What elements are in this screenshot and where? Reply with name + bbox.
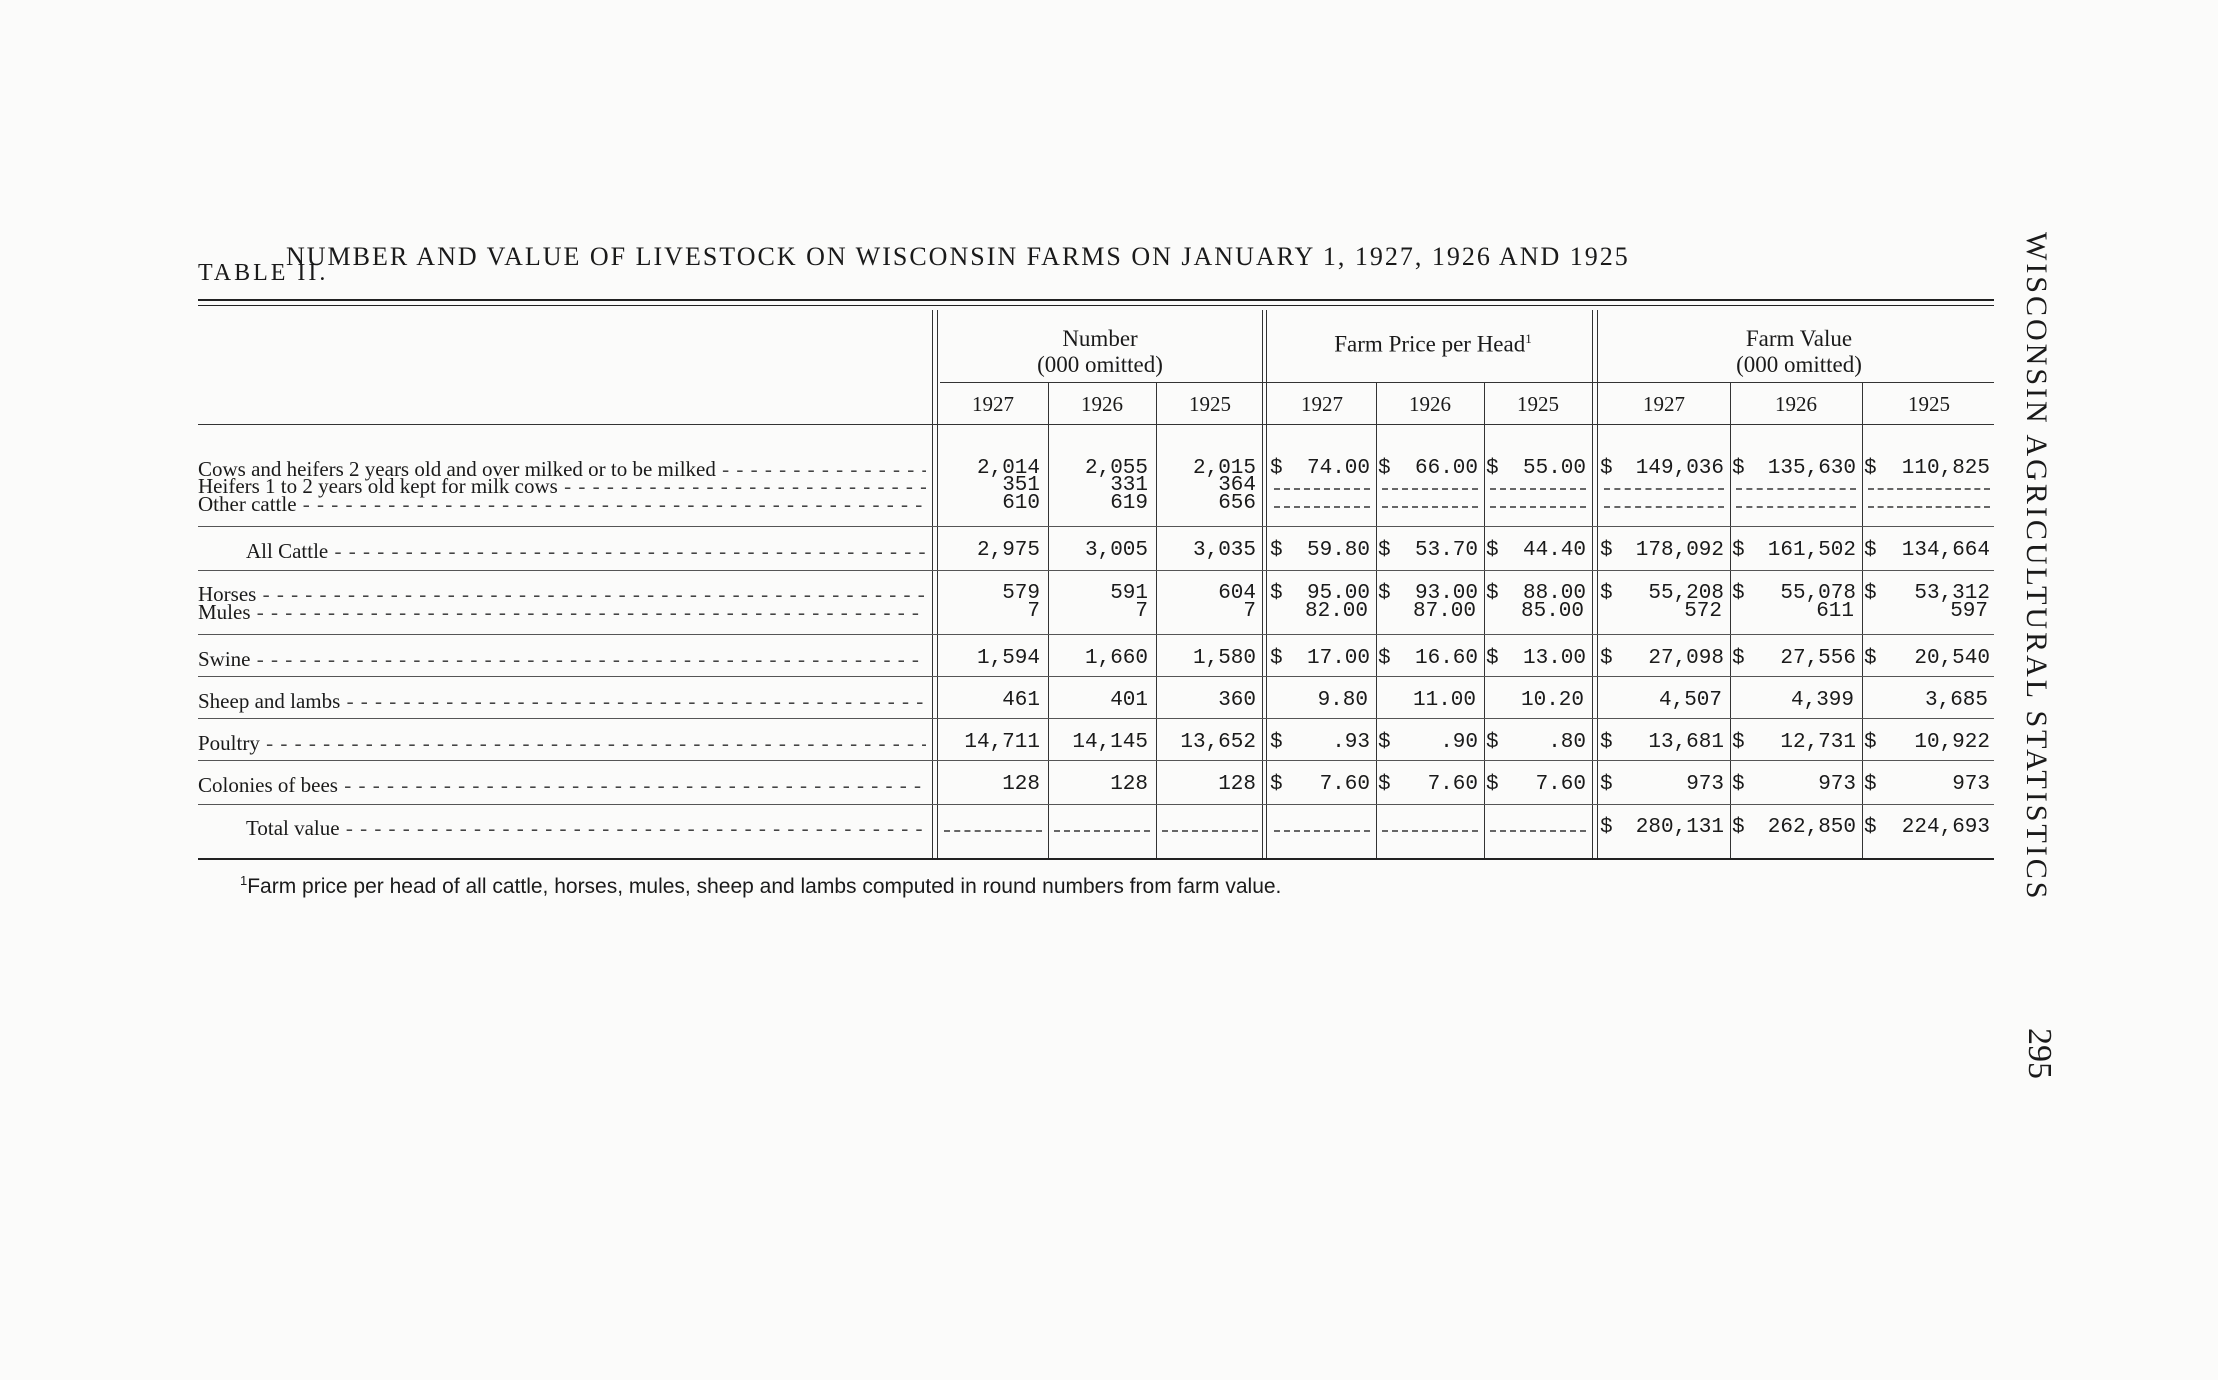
- currency-sign: $: [1486, 731, 1499, 754]
- cell-value: 178,092: [1635, 539, 1724, 562]
- cell-p-1925: [1486, 647, 1590, 671]
- column-divider-5: [1862, 382, 1863, 858]
- row-label: All Cattle - - -: [246, 539, 926, 563]
- cell-value: 44.40: [1522, 539, 1586, 562]
- currency-sign: $: [1864, 773, 1877, 796]
- currency-sign: $: [1270, 647, 1283, 670]
- row-label: Other cattle - - -: [198, 492, 926, 516]
- row-separator-5: [198, 760, 1994, 761]
- cell-p-1927: [1270, 773, 1374, 797]
- currency-sign: $: [1270, 773, 1283, 796]
- row-label: Cows and heifers 2 years old and over milked or to be milked - - -: [198, 457, 926, 481]
- header-underline: [940, 382, 1994, 383]
- currency-sign: $: [1732, 539, 1745, 562]
- cell-p-1926: 11.00: [1412, 689, 1476, 712]
- cell-p-1927: [1270, 539, 1374, 563]
- row-label: Total value - - -: [246, 816, 926, 840]
- currency-sign: $: [1270, 457, 1283, 480]
- cell-v-1925: 597: [1950, 600, 1988, 623]
- row-separator-4: [198, 718, 1994, 719]
- cell-v-1926: 4,399: [1790, 689, 1854, 712]
- cell-value: 973: [1952, 773, 1990, 796]
- year-header-6: 1927: [1643, 392, 1685, 416]
- cell-v-1925: [1864, 816, 1994, 840]
- currency-sign: $: [1270, 582, 1283, 605]
- row-label: Heifers 1 to 2 years old kept for milk cows - - -: [198, 474, 926, 498]
- row-label: Colonies of bees - - -: [198, 773, 926, 797]
- cell-n-1927: 14,711: [964, 731, 1040, 754]
- year-header-1: 1926: [1081, 392, 1123, 416]
- cell-value: 973: [1818, 773, 1856, 796]
- running-head: WISCONSIN AGRICULTURAL STATISTICS: [2020, 232, 2053, 902]
- cell-v-1926: [1732, 539, 1860, 563]
- cell-n-1925: 604: [1218, 582, 1256, 605]
- cell-n-1925: 2,015: [1192, 457, 1256, 480]
- year-header-8: 1925: [1908, 392, 1950, 416]
- cell-value: 149,036: [1635, 457, 1724, 480]
- currency-sign: $: [1486, 582, 1499, 605]
- cell-value: 12,731: [1780, 731, 1856, 754]
- currency-sign: $: [1732, 647, 1745, 670]
- cell-value: 88.00: [1522, 582, 1586, 605]
- cell-v-1927: [1600, 647, 1728, 671]
- cell-v-1927: 4,507: [1658, 689, 1722, 712]
- cell-value: 17.00: [1306, 647, 1370, 670]
- currency-sign: $: [1486, 647, 1499, 670]
- top-rule-2: [198, 305, 1994, 306]
- currency-sign: $: [1378, 773, 1391, 796]
- row-label: Swine - - -: [198, 647, 926, 671]
- cell-value: .80: [1548, 731, 1586, 754]
- cell-v-1927: [1600, 539, 1728, 563]
- cell-n-1926: 1,660: [1084, 647, 1148, 670]
- cell-n-1925: 13,652: [1180, 731, 1256, 754]
- page-number: 295: [2021, 1028, 2058, 1079]
- currency-sign: $: [1600, 457, 1613, 480]
- cell-v-1925: [1864, 539, 1994, 563]
- cell-n-1925: 360: [1218, 689, 1256, 712]
- cell-n-1926: 591: [1110, 582, 1148, 605]
- header-value: [1604, 326, 1994, 378]
- row-separator-6: [198, 804, 1994, 805]
- currency-sign: $: [1378, 539, 1391, 562]
- cell-v-1927: [1600, 816, 1728, 840]
- header-price-mark: 1: [1525, 331, 1532, 346]
- cell-value: 110,825: [1901, 457, 1990, 480]
- cell-p-1926: [1378, 539, 1482, 563]
- column-divider-0: [1048, 382, 1049, 858]
- header-number-title: Number: [1062, 326, 1138, 351]
- bottom-rule: [198, 858, 1994, 860]
- empty-cell-leader: [1490, 506, 1586, 508]
- cell-n-1927: 7: [1027, 600, 1040, 623]
- empty-cell-leader: [1868, 506, 1990, 508]
- cell-value: 27,098: [1648, 647, 1724, 670]
- cell-v-1927: [1600, 731, 1728, 755]
- years-underline: [198, 424, 1994, 425]
- cell-value: 20,540: [1914, 647, 1990, 670]
- cell-n-1927: 1,594: [976, 647, 1040, 670]
- cell-value: 13,681: [1648, 731, 1724, 754]
- cell-n-1925: 656: [1218, 492, 1256, 515]
- empty-cell-leader: [1490, 830, 1586, 832]
- header-value-sub: (000 omitted): [1736, 352, 1862, 377]
- currency-sign: $: [1732, 773, 1745, 796]
- empty-cell-leader: [1382, 830, 1478, 832]
- currency-sign: $: [1864, 731, 1877, 754]
- header-value-title: Farm Value: [1745, 326, 1853, 351]
- currency-sign: $: [1732, 731, 1745, 754]
- cell-value: 7.60: [1319, 773, 1370, 796]
- cell-n-1926: 3,005: [1084, 539, 1148, 562]
- cell-value: 55,208: [1648, 582, 1724, 605]
- row-label: Sheep and lambs - - -: [198, 689, 926, 713]
- cell-value: 27,556: [1780, 647, 1856, 670]
- cell-value: 66.00: [1414, 457, 1478, 480]
- cell-v-1925: [1864, 773, 1994, 797]
- currency-sign: $: [1864, 647, 1877, 670]
- cell-value: .93: [1332, 731, 1370, 754]
- cell-v-1926: [1732, 457, 1860, 481]
- cell-value: 93.00: [1414, 582, 1478, 605]
- cell-v-1926: [1732, 731, 1860, 755]
- column-divider-4: [1730, 382, 1731, 858]
- cell-p-1926: [1378, 647, 1482, 671]
- footnote-text: Farm price per head of all cattle, horses, mules, sheep and lambs computed in round numbers from farm value.: [247, 875, 1282, 898]
- cell-n-1925: 7: [1243, 600, 1256, 623]
- currency-sign: $: [1600, 582, 1613, 605]
- cell-value: 53,312: [1914, 582, 1990, 605]
- cell-p-1925: [1486, 539, 1590, 563]
- row-separator-0: [198, 526, 1994, 527]
- cell-value: 7.60: [1535, 773, 1586, 796]
- currency-sign: $: [1600, 816, 1613, 839]
- cell-v-1925: [1864, 647, 1994, 671]
- year-header-3: 1927: [1301, 392, 1343, 416]
- cell-value: 161,502: [1767, 539, 1856, 562]
- cell-v-1927: 572: [1684, 600, 1722, 623]
- cell-v-1925: [1864, 457, 1994, 481]
- row-label: Mules - - -: [198, 600, 926, 624]
- header-price-title: Farm Price per Head: [1334, 331, 1526, 357]
- group-divider-1-b: [1266, 310, 1267, 858]
- cell-p-1925: [1486, 457, 1590, 481]
- currency-sign: $: [1378, 731, 1391, 754]
- cell-n-1926: 2,055: [1084, 457, 1148, 480]
- currency-sign: $: [1600, 773, 1613, 796]
- footnote-mark: 1: [240, 873, 248, 888]
- row-label: Horses - - -: [198, 582, 926, 606]
- cell-value: .90: [1440, 731, 1478, 754]
- currency-sign: $: [1378, 582, 1391, 605]
- cell-n-1926: 128: [1110, 773, 1148, 796]
- group-divider-0-b: [937, 310, 938, 858]
- currency-sign: $: [1864, 582, 1877, 605]
- cell-p-1926: [1378, 731, 1482, 755]
- row-label: Poultry - - -: [198, 731, 926, 755]
- column-divider-2: [1376, 382, 1377, 858]
- cell-v-1926: [1732, 647, 1860, 671]
- cell-value: 973: [1686, 773, 1724, 796]
- group-divider-2: [1592, 310, 1593, 858]
- currency-sign: $: [1378, 457, 1391, 480]
- cell-value: 262,850: [1767, 816, 1856, 839]
- currency-sign: $: [1600, 539, 1613, 562]
- table-label: TABLE II.: [198, 260, 329, 286]
- cell-value: 95.00: [1306, 582, 1370, 605]
- cell-n-1925: 3,035: [1192, 539, 1256, 562]
- cell-n-1927: 351: [1002, 474, 1040, 497]
- cell-value: 135,630: [1767, 457, 1856, 480]
- year-header-2: 1925: [1189, 392, 1231, 416]
- currency-sign: $: [1486, 773, 1499, 796]
- empty-cell-leader: [1054, 830, 1150, 832]
- cell-n-1926: 331: [1110, 474, 1148, 497]
- cell-v-1925: [1864, 731, 1994, 755]
- cell-value: 16.60: [1414, 647, 1478, 670]
- cell-p-1926: 87.00: [1412, 600, 1476, 623]
- empty-cell-leader: [944, 830, 1042, 832]
- cell-p-1925: [1486, 773, 1590, 797]
- empty-cell-leader: [1868, 488, 1990, 490]
- currency-sign: $: [1486, 539, 1499, 562]
- empty-cell-leader: [1274, 830, 1370, 832]
- cell-p-1927: 82.00: [1304, 600, 1368, 623]
- cell-p-1926: [1378, 457, 1482, 481]
- cell-value: 74.00: [1306, 457, 1370, 480]
- empty-cell-leader: [1274, 488, 1370, 490]
- empty-cell-leader: [1490, 488, 1586, 490]
- empty-cell-leader: [1736, 488, 1856, 490]
- currency-sign: $: [1732, 582, 1745, 605]
- cell-p-1927: [1270, 647, 1374, 671]
- column-divider-1: [1156, 382, 1157, 858]
- column-divider-3: [1484, 382, 1485, 858]
- cell-v-1926: [1732, 773, 1860, 797]
- header-price: [1268, 326, 1598, 358]
- cell-value: 13.00: [1522, 647, 1586, 670]
- cell-value: 134,664: [1901, 539, 1990, 562]
- empty-cell-leader: [1274, 506, 1370, 508]
- cell-n-1925: 364: [1218, 474, 1256, 497]
- cell-n-1926: 619: [1110, 492, 1148, 515]
- header-number: [940, 326, 1260, 378]
- group-divider-0: [932, 310, 933, 858]
- cell-n-1927: 2,975: [976, 539, 1040, 562]
- year-header-5: 1925: [1517, 392, 1559, 416]
- cell-value: 53.70: [1414, 539, 1478, 562]
- empty-cell-leader: [1736, 506, 1856, 508]
- row-separator-1: [198, 570, 1994, 571]
- cell-n-1926: 14,145: [1072, 731, 1148, 754]
- cell-v-1925: 3,685: [1924, 689, 1988, 712]
- cell-p-1925: [1486, 731, 1590, 755]
- cell-n-1925: 1,580: [1192, 647, 1256, 670]
- cell-value: 59.80: [1306, 539, 1370, 562]
- currency-sign: $: [1864, 539, 1877, 562]
- cell-v-1927: [1600, 457, 1728, 481]
- row-separator-2: [198, 634, 1994, 635]
- year-header-0: 1927: [972, 392, 1014, 416]
- empty-cell-leader: [1604, 506, 1724, 508]
- currency-sign: $: [1864, 457, 1877, 480]
- cell-n-1927: 610: [1002, 492, 1040, 515]
- currency-sign: $: [1600, 731, 1613, 754]
- currency-sign: $: [1600, 647, 1613, 670]
- cell-p-1927: 9.80: [1317, 689, 1368, 712]
- row-separator-3: [198, 676, 1994, 677]
- cell-value: 280,131: [1635, 816, 1724, 839]
- year-header-4: 1926: [1409, 392, 1451, 416]
- currency-sign: $: [1378, 647, 1391, 670]
- empty-cell-leader: [1162, 830, 1258, 832]
- cell-n-1925: 128: [1218, 773, 1256, 796]
- currency-sign: $: [1732, 816, 1745, 839]
- group-divider-2-b: [1597, 310, 1598, 858]
- cell-v-1926: [1732, 816, 1860, 840]
- currency-sign: $: [1864, 816, 1877, 839]
- group-divider-1: [1262, 310, 1263, 858]
- currency-sign: $: [1486, 457, 1499, 480]
- footnote: [240, 873, 1281, 899]
- cell-p-1925: 85.00: [1520, 600, 1584, 623]
- header-number-sub: (000 omitted): [1037, 352, 1163, 377]
- cell-v-1926: 611: [1816, 600, 1854, 623]
- table-title: NUMBER AND VALUE OF LIVESTOCK ON WISCONSIN FARMS ON JANUARY 1, 1927, 1926 AND 1925: [286, 242, 1630, 271]
- cell-p-1925: 10.20: [1520, 689, 1584, 712]
- currency-sign: $: [1270, 539, 1283, 562]
- cell-v-1927: [1600, 773, 1728, 797]
- cell-n-1927: 461: [1002, 689, 1040, 712]
- cell-n-1926: 7: [1135, 600, 1148, 623]
- cell-n-1926: 401: [1110, 689, 1148, 712]
- cell-value: 55.00: [1522, 457, 1586, 480]
- year-header-7: 1926: [1775, 392, 1817, 416]
- cell-n-1927: 579: [1002, 582, 1040, 605]
- cell-n-1927: 128: [1002, 773, 1040, 796]
- empty-cell-leader: [1382, 506, 1478, 508]
- empty-cell-leader: [1604, 488, 1724, 490]
- cell-p-1927: [1270, 457, 1374, 481]
- cell-value: 55,078: [1780, 582, 1856, 605]
- cell-value: 7.60: [1427, 773, 1478, 796]
- top-rule-1: [198, 299, 1994, 301]
- cell-n-1927: 2,014: [976, 457, 1040, 480]
- cell-value: 224,693: [1901, 816, 1990, 839]
- cell-p-1926: [1378, 773, 1482, 797]
- currency-sign: $: [1732, 457, 1745, 480]
- currency-sign: $: [1270, 731, 1283, 754]
- cell-p-1927: [1270, 731, 1374, 755]
- empty-cell-leader: [1382, 488, 1478, 490]
- cell-value: 10,922: [1914, 731, 1990, 754]
